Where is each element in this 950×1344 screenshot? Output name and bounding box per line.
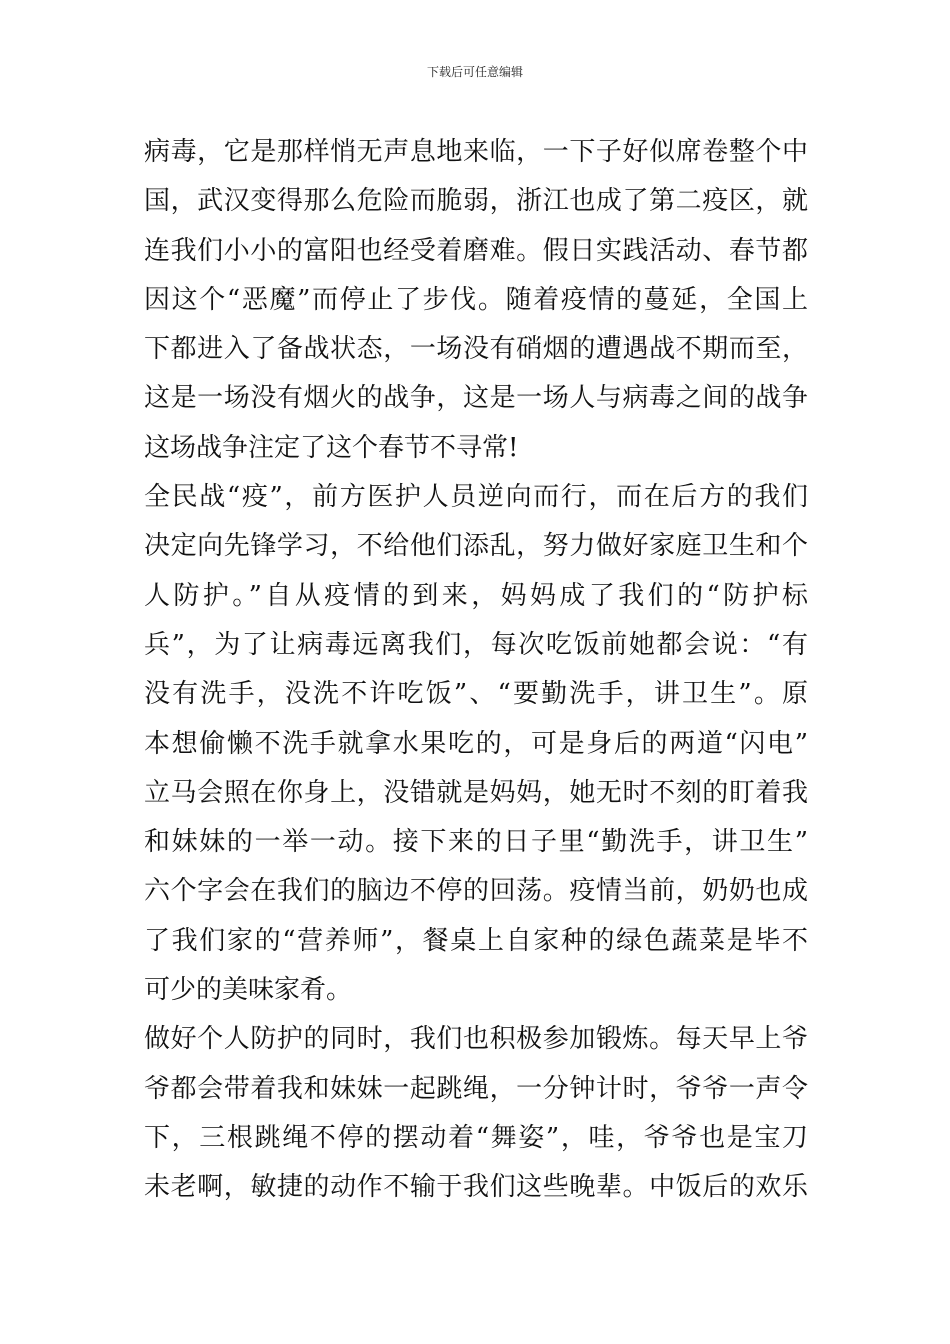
text-line: 和妹妹的一举一动。接下来的日子里“勤洗手，讲卫生”: [144, 827, 808, 858]
text-line: 这场战争注定了这个春节不寻常!: [144, 432, 519, 463]
page-header: 下载后可任意编辑: [426, 65, 523, 79]
text-line: 未老啊，敏捷的动作不输于我们这些晚辈。中饭后的欢乐: [144, 1172, 808, 1203]
text-line: 六个字会在我们的脑边不停的回荡。疫情当前，奶奶也成: [144, 876, 808, 907]
text-line: 人防护。”自从疫情的到来，妈妈成了我们的“防护标: [144, 580, 808, 611]
text-line: 没有洗手，没洗不许吃饭”、“要勤洗手，讲卫生”。原: [144, 679, 808, 710]
text-line: 兵”，为了让病毒远离我们，每次吃饭前她都会说：“有: [144, 629, 808, 660]
text-line: 下都进入了备战状态，一场没有硝烟的遭遇战不期而至，: [144, 334, 808, 365]
text-line: 爷都会带着我和妹妹一起跳绳，一分钟计时，爷爷一声令: [144, 1073, 808, 1104]
paragraph: [144, 1015, 808, 1212]
text-line: 本想偷懒不洗手就拿水果吃的，可是身后的两道“闪电”: [144, 728, 808, 759]
text-line: 病毒，它是那样悄无声息地来临，一下子好似席卷整个中: [144, 137, 808, 167]
text-line: 连我们小小的富阳也经受着磨难。假日实践活动、春节都: [144, 235, 808, 266]
text-line: 这是一场没有烟火的战争，这是一场人与病毒之间的战争: [144, 383, 808, 414]
text-line: 立马会照在你身上，没错就是妈妈，她无时不刻的盯着我: [144, 777, 808, 808]
text-line: 因这个“恶魔”而停止了步伐。随着疫情的蔓延，全国上: [144, 284, 808, 315]
document-body: [144, 128, 808, 1213]
text-line: 可少的美味家肴。: [144, 975, 353, 1006]
paragraph: [144, 473, 808, 1015]
text-line: 了我们家的“营养师”，餐桌上自家种的绿色蔬菜是毕不: [144, 925, 808, 956]
text-line: 做好个人防护的同时，我们也积极参加锻炼。每天早上爷: [144, 1024, 808, 1055]
text-line: 全民战“疫”，前方医护人员逆向而行，而在后方的我们: [144, 482, 808, 513]
paragraph: [144, 128, 808, 473]
text-line: 国，武汉变得那么危险而脆弱，浙江也成了第二疫区，就: [144, 186, 808, 217]
text-line: 下，三根跳绳不停的摆动着“舞姿”，哇，爷爷也是宝刀: [144, 1122, 808, 1153]
text-line: 决定向先锋学习，不给他们添乱，努力做好家庭卫生和个: [144, 531, 808, 562]
